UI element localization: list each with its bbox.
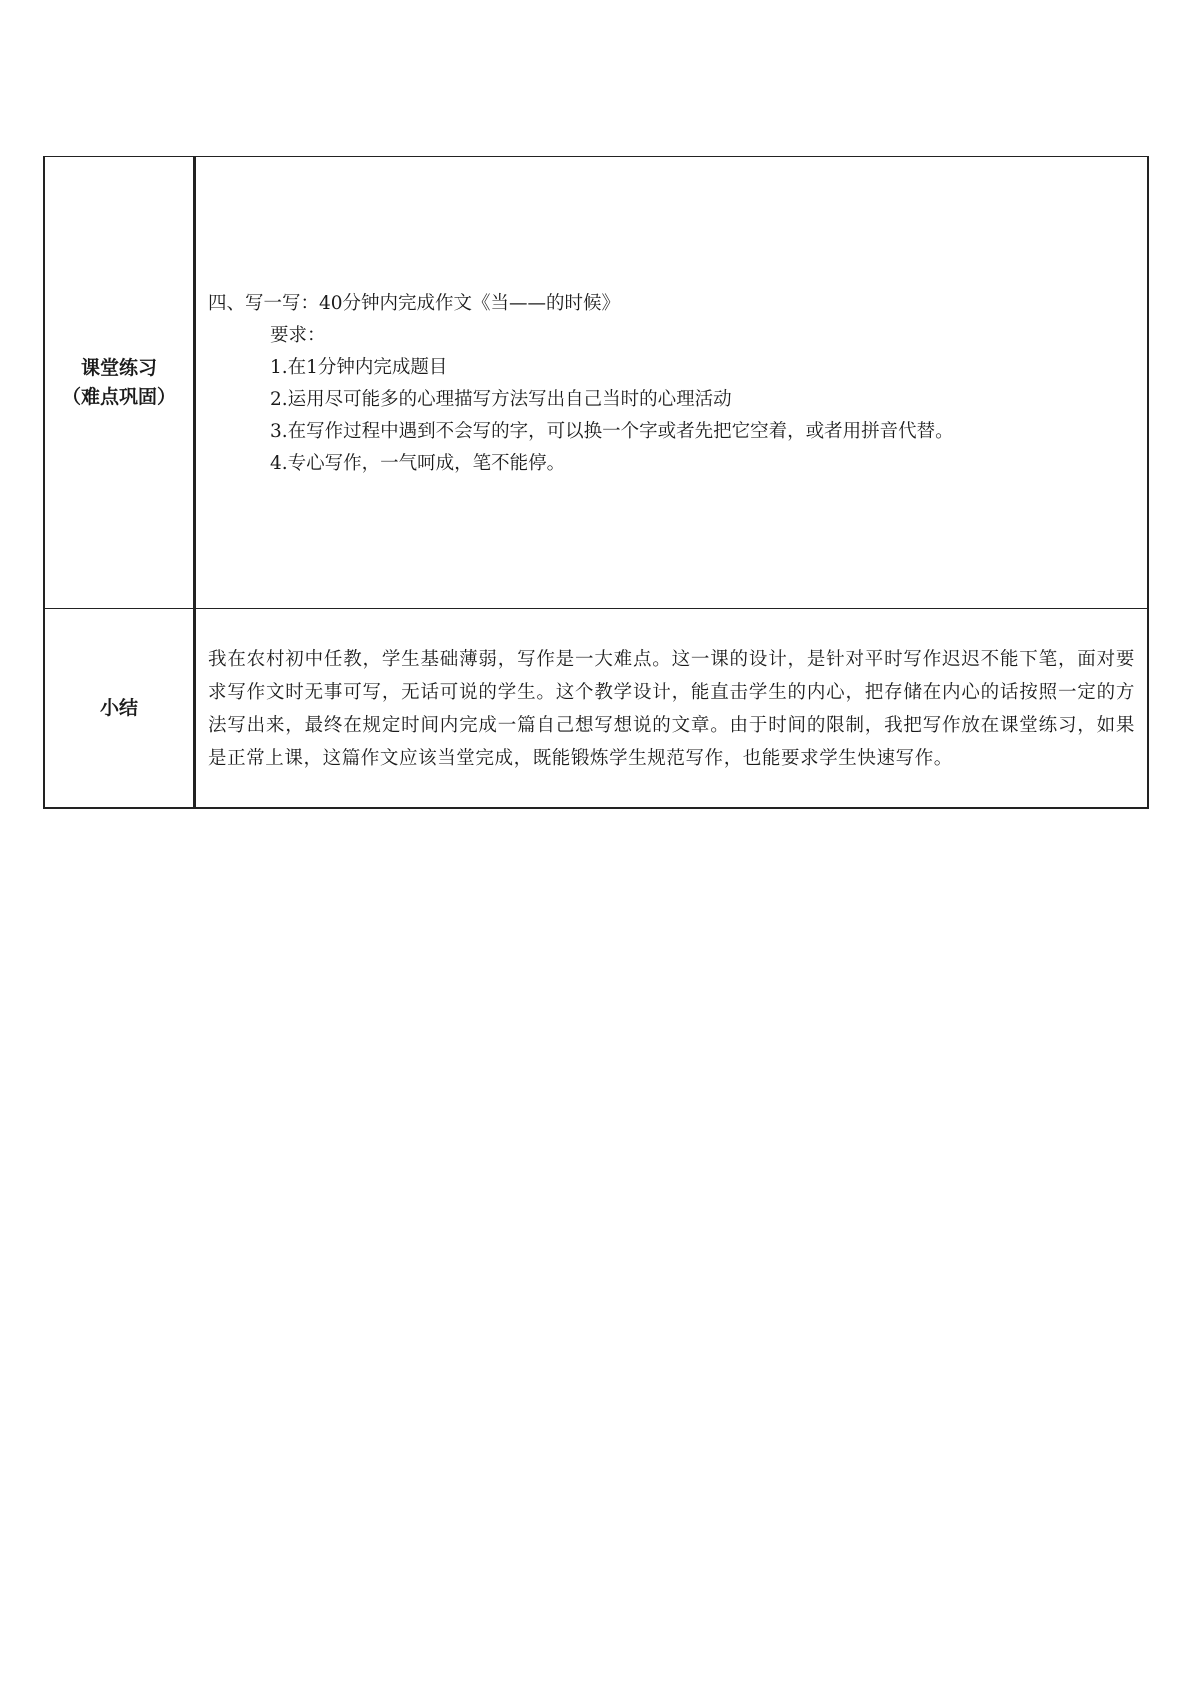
requirement-item: 2.运用尽可能多的心理描写方法写出自己当时的心理活动 xyxy=(270,388,732,410)
summary-text: 我在农村初中任教，学生基础薄弱，写作是一大难点。这一课的设计，是针对平时写作迟迟不能下笔，面对要求写作文时无事可写，无话可说的学生。这个教学设计，能直击学生的内心，把存储在内心的话按照一定的方法写出来，最终在规定时间内完成一篇自己想写想说的文章。由于时间的限制，我把写作放在课堂练习，如果是正常上课，这篇作文应该当堂完成，既能锻炼学生规范写作，也能要求学生快速写作。 xyxy=(208,649,1135,769)
practice-content-cell xyxy=(195,157,1149,609)
summary-row xyxy=(44,609,1148,809)
practice-label-line1: 课堂练习 xyxy=(80,356,157,379)
lesson-plan-table xyxy=(43,156,1149,809)
requirement-title: 要求： xyxy=(270,324,326,346)
requirement-item: 4.专心写作，一气呵成，笔不能停。 xyxy=(270,452,566,474)
practice-label-cell xyxy=(44,157,195,609)
summary-label-cell xyxy=(44,609,195,809)
requirement-item: 3.在写作过程中遇到不会写的字，可以换一个字或者先把它空着，或者用拼音代替。 xyxy=(270,420,954,442)
practice-heading: 四、写一写：40分钟内完成作文《当——的时候》 xyxy=(208,292,621,314)
practice-content xyxy=(208,286,1135,480)
requirement-item: 1.在1分钟内完成题目 xyxy=(270,356,448,378)
practice-row xyxy=(44,157,1148,609)
practice-label-line2: （难点巩固） xyxy=(61,385,176,408)
summary-content-cell xyxy=(195,609,1149,809)
summary-label: 小结 xyxy=(99,696,138,719)
